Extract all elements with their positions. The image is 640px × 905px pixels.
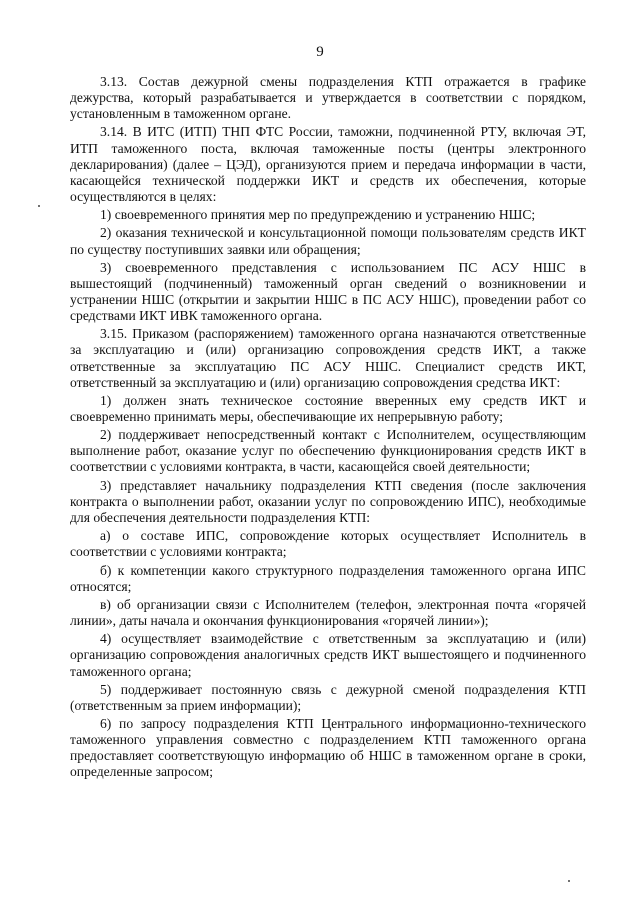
paragraph-3-13: 3.13. Состав дежурной смены подразделения КТП отражается в графике дежурства, который разрабатывается и утверждается в соответствии с порядком, установленным в таможенном органе.	[70, 74, 586, 122]
list-item-6: 6) по запросу подразделения КТП Центрального информационно-технического таможенного управления совместно с подразделением КТП таможенного органа предоставляет соответствующую информацию об НШС в таможенном органе в сроки, определенные запросом;	[70, 716, 586, 780]
paragraph-3-15: 3.15. Приказом (распоряжением) таможенного органа назначаются ответственные за эксплуатацию и (или) организацию сопровождения средств ИКТ, а также ответственные за эксплуатацию ПС АСУ НШС. Специалист средств ИКТ, ответственный за эксплуатацию и (или) организацию сопровождения средства ИКТ:	[70, 326, 586, 390]
list-item-4: 4) осуществляет взаимодействие с ответственным за эксплуатацию и (или) организацию сопровождения аналогичных средств ИКТ вышестоящего и подчиненного таможенного органа;	[70, 631, 586, 679]
list-item-2: 2) оказания технической и консультационной помощи пользователям средств ИКТ по существу поступивших заявки или обращения;	[70, 225, 586, 257]
page-number: 9	[316, 44, 324, 60]
sub-item-v: в) об организации связи с Исполнителем (телефон, электронная почта «горячей линии», даты начала и окончания функционирования «горячей линии»);	[70, 596, 586, 629]
sub-item-b: б) к компетенции какого структурного подразделения таможенного органа ИПС относятся;	[70, 562, 586, 594]
list-item-3: 3) представляет начальнику подразделения КТП сведения (после заключения контракта о выполнении работ, оказании услуг по сопровождению ИПС), необходимые для обеспечения деятельности подразделения КТП:	[70, 477, 586, 525]
list-item-2: 2) поддерживает непосредственный контакт с Исполнителем, осуществляющим выполнение работ, оказание услуг по обеспечению функционирования средств ИКТ в соответствии с условиями контракта, в части, касающейся своей деятельности;	[70, 427, 586, 475]
list-item-1: 1) своевременного принятия мер по предупреждению и устранению НШС;	[100, 207, 536, 223]
document-body	[70, 74, 586, 783]
list-item-1: 1) должен знать техническое состояние вверенных ему средств ИКТ и своевременно принимать меры, обеспечивающие их непрерывную работу;	[70, 392, 586, 424]
scan-speck	[38, 205, 40, 207]
sub-item-a: а) о составе ИПС, сопровождение которых осуществляет Исполнитель в соответствии с условиями контракта;	[70, 528, 586, 560]
paragraph-3-14: 3.14. В ИТС (ИТП) ТНП ФТС России, таможни, подчиненной РТУ, включая ЭТ, ИТП таможенного поста, включая таможенные посты (центры электронного декларирования) (далее – ЦЭД), организуются прием и передача информации в части, касающейся технической поддержки ИКТ и средств их обеспечения, которые осуществляются в целях:	[70, 124, 586, 204]
list-item-5: 5) поддерживает постоянную связь с дежурной сменой подразделения КТП (ответственным за прием информации);	[70, 681, 586, 713]
scan-speck	[568, 880, 570, 882]
list-item-3: 3) своевременного представления с использованием ПС АСУ НШС в вышестоящий (подчиненный) таможенный орган сведений о возникновении и устранении НШС (открытии и закрытии НШС в ПС АСУ НШС), проведении работ со средствами ИКТ ИВК таможенного органа.	[70, 259, 586, 324]
